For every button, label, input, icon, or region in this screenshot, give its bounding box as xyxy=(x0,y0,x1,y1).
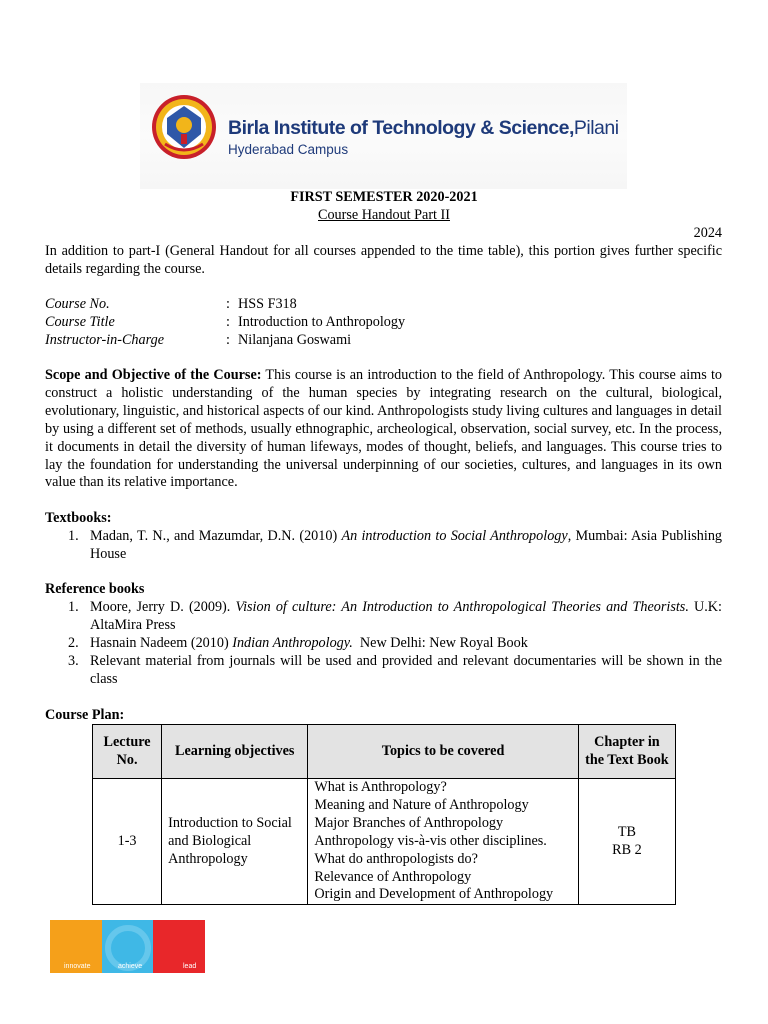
footer-motto-strip xyxy=(50,920,205,973)
course-plan-table xyxy=(92,724,676,905)
document-page: Birla Institute of Technology & Science,Pilani Hyderabad Campus FIRST SEMESTER 2020-2021 Course Handout Part II 2024 In addition to part-I (General Handout for all courses appended to the time table), this portion gives further specific details regarding the course. Course No. : HSS F318 Course Title : Introduction to Anthropology Instructor-in-Charge : Nilanjana Goswami Scope and Objective of the Course: This course is an introduction to the field of Anthropology. This course aims to construct a holistic understanding of the human species by integrating research on the cultural, biological, evolutionary, linguistic, and historical aspects of our kind. Anthropologists study living cultures and languages in detail by using a different set of methods, usually ethnographic, archeological, observation, social survey, etc. In the process, it documents in detail the diversity of human lifeways, modes of thought, beliefs, and languages. This course tries to lay the foundation for understanding the universal underpinning of our societies, cultures, and languages in its own value than its relative importance. Textbooks: 1. Madan, T. N., and Mazumdar, D.N. (2010) An introduction to Social Anthropology, Mumbai: Asia Publishing House Reference books 1. Moore, Jerry D. (2009). Vision of culture: An Introduction to Anthropological Theories and Theorists. U.K: AltaMira Press 2. Hasnain Nadeem (2010) Indian Anthropology. New Delhi: New Royal Book 3. Relevant material from journals will be used and provided and relevant documentaries will be shown in the class Course Plan: Lecture No. Learning objectives Topics to be covered Chapter in the Text Book 1-3 Introduction to Social and Biological Anthropology What is Anthropology? Meaning and Nature of Anthropology Major Branches of Anthropology Anthropology vis-à-vis other disciplines. What do anthropologists do? Relevance of Anthropology Origin and Development of Anthropology TB RB 2 innovate achieve lead xyxy=(0,0,768,1024)
scope-text: This course is an introduction to the field of Anthropology. This course aims to construct a holistic understanding of the human species by integrating research on the cultural, biological, evolutionary, linguistic, and historical aspects of our kind. Anthropologists study living cultures and languages in detail by using a different set of methods, usually ethnographic, archeological, observation, social survey, etc. In the process, it documents in detail the diversity of human lifeways, modes of thought, beliefs, and languages. This course tries to lay the foundation for understanding the universal underpinning of our societies, cultures, and languages in its own value than its relative importance. xyxy=(45,367,722,491)
course-number-label: Course No. xyxy=(45,296,110,312)
textbooks-heading: Textbooks: xyxy=(45,510,112,526)
instructor-value: Nilanjana Goswami xyxy=(238,332,352,348)
institute-name: Birla Institute of Technology & Science,Pilani xyxy=(228,117,619,139)
list-item: 1. Madan, T. N., and Mazumdar, D.N. (2010) An introduction to Social Anthropology, Mumbai: Asia Publishing House xyxy=(68,528,723,562)
semester-title: FIRST SEMESTER 2020-2021 xyxy=(290,189,478,205)
footer-word: innovate xyxy=(64,963,91,970)
course-title-label: Course Title xyxy=(45,314,115,330)
lecture-cell: 1-3 xyxy=(93,779,162,905)
textbooks-list xyxy=(45,528,722,564)
scope-heading: Scope and Objective of the Course: xyxy=(45,367,262,383)
column-header-lecture: Lecture No. xyxy=(93,725,162,779)
intro-paragraph: In addition to part-I (General Handout for all courses appended to the time table), this portion gives further specific details regarding the course. xyxy=(45,243,722,277)
table-row xyxy=(93,779,676,905)
objective-cell: Introduction to Social and Biological Anthropology xyxy=(162,779,308,905)
topics-cell: What is Anthropology? Meaning and Nature of Anthropology Major Branches of Anthropology Anthropology vis-à-vis other disciplines. What do anthropologists do? Relevance of Anthropology Origin and Development of Anthropology xyxy=(308,779,578,905)
institute-logo-banner xyxy=(140,83,627,189)
column-header-objectives: Learning objectives xyxy=(162,725,308,779)
chapter-cell: TB RB 2 xyxy=(578,779,675,905)
document-date: 2024 xyxy=(693,225,722,241)
course-title-value: Introduction to Anthropology xyxy=(238,314,406,330)
list-item: 3. Relevant material from journals will be used and provided and relevant documentaries will be shown in the class xyxy=(68,652,722,687)
instructor-label: Instructor-in-Charge xyxy=(45,332,164,348)
column-header-topics: Topics to be covered xyxy=(308,725,578,779)
institute-seal-icon xyxy=(151,94,217,160)
scope-paragraph xyxy=(45,367,722,492)
campus-name: Hyderabad Campus xyxy=(228,142,349,157)
list-item: 2. Hasnain Nadeem (2010) Indian Anthropology. New Delhi: New Royal Book xyxy=(68,634,528,651)
reference-books-list xyxy=(45,599,722,689)
column-header-chapter: Chapter in the Text Book xyxy=(578,725,675,779)
course-plan-heading: Course Plan: xyxy=(45,707,125,723)
footer-word: lead xyxy=(183,963,197,970)
course-number-value: HSS F318 xyxy=(238,296,297,312)
list-item: 1. Moore, Jerry D. (2009). Vision of culture: An Introduction to Anthropological Theories and Theorists. U.K: AltaMira Press xyxy=(68,599,722,633)
table-header-row xyxy=(93,725,676,779)
reference-books-heading: Reference books xyxy=(45,581,145,597)
footer-word: achieve xyxy=(118,963,143,970)
handout-subtitle: Course Handout Part II xyxy=(318,207,450,223)
